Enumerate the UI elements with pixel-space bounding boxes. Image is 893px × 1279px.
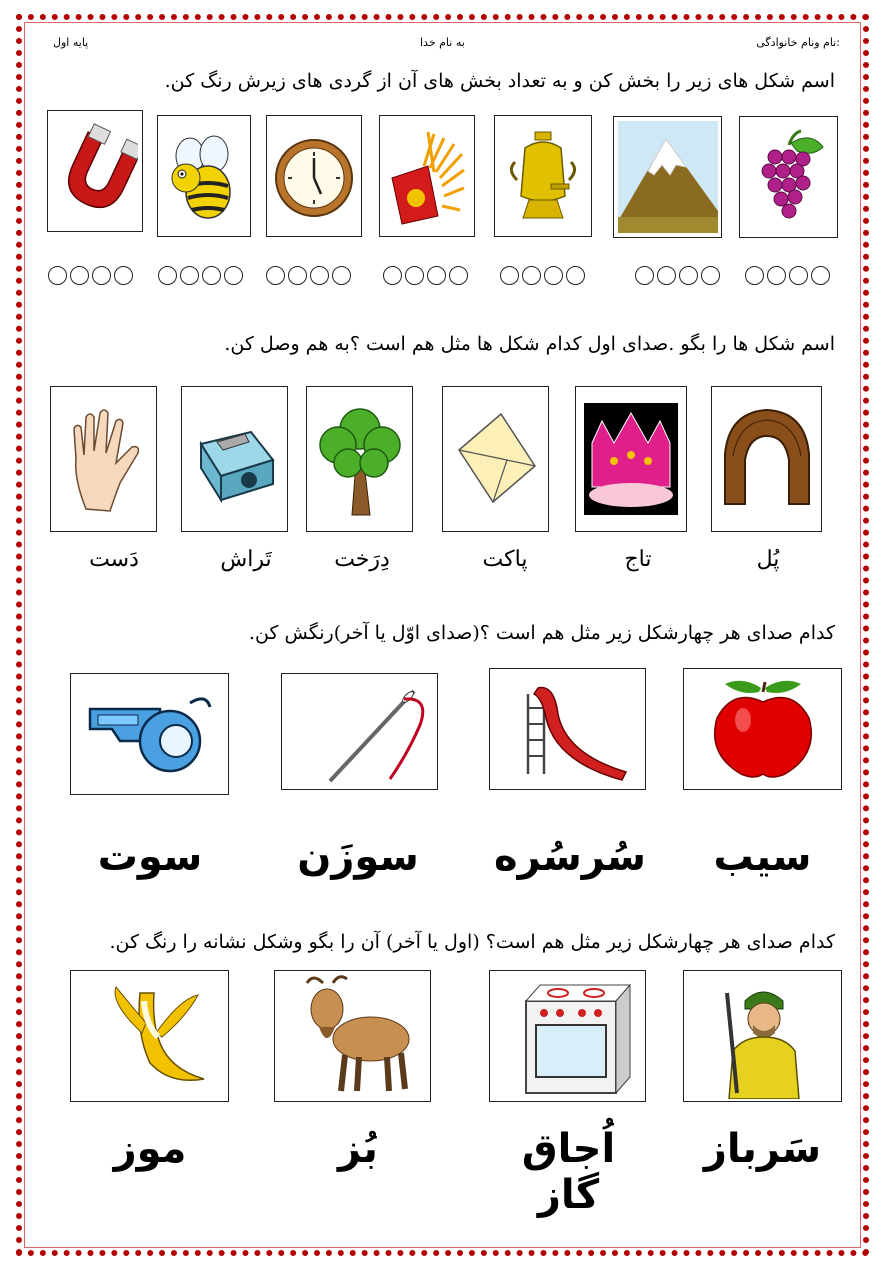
clock-image — [266, 115, 362, 237]
samovar-image — [494, 115, 592, 237]
syllable-circles-bee[interactable] — [158, 266, 243, 285]
slide-image — [489, 668, 646, 790]
word-sarbaz: سَرباز — [703, 1126, 822, 1172]
word-boz: بُز — [338, 1126, 378, 1172]
word-ojagh-gaz: اُجاق گاز — [521, 1126, 616, 1218]
mountain-image — [613, 116, 722, 238]
envelope-image — [442, 386, 549, 532]
label-pol: پُل — [756, 547, 780, 572]
syllable-circles-clock[interactable] — [266, 266, 351, 285]
magnet-image — [47, 110, 143, 232]
word-sorsore: سُرسُره — [493, 834, 647, 880]
section4-instruction: کدام صدای هر چهارشکل زیر مثل هم است؟ (اول یا آخر) آن را بگو وشکل نشانه را رنگ کن. — [109, 931, 835, 953]
label-dast: دَست — [89, 547, 139, 572]
apple-image — [683, 668, 842, 790]
banana-image — [70, 970, 229, 1102]
syllable-circles-grapes[interactable] — [745, 266, 830, 285]
label-paket: پاکت — [482, 547, 528, 572]
soldier-image — [683, 970, 842, 1102]
label-tarash: تَراش — [220, 547, 272, 572]
crown-cake-image — [575, 386, 687, 532]
word-mouz: موز — [113, 1126, 187, 1172]
label-derakht: دِرَخت — [334, 547, 390, 572]
bee-image — [157, 115, 251, 237]
syllable-circles-mountain[interactable] — [635, 266, 720, 285]
syllable-circles-magnet[interactable] — [48, 266, 133, 285]
sharpener-image — [181, 386, 288, 532]
whistle-image — [70, 673, 229, 795]
stove-image — [489, 970, 646, 1102]
goat-image — [274, 970, 431, 1102]
section1-instruction: اسم شکل های زیر را بخش کن و به تعداد بخش های آن از گردی های زیرش رنگ کن. — [164, 70, 835, 92]
section2-instruction: اسم شکل ها را بگو .صدای اول کدام شکل ها مثل هم است ؟به هم وصل کن. — [224, 333, 835, 355]
hand-image — [50, 386, 157, 532]
word-sib: سیب — [713, 834, 812, 880]
bridge-image — [711, 386, 822, 532]
word-sout: سوت — [97, 834, 203, 880]
tree-image — [306, 386, 413, 532]
page-title: به نام خدا — [420, 36, 465, 49]
grade-label: پایه اول — [53, 36, 89, 49]
grapes-image — [739, 116, 838, 238]
section3-instruction: کدام صدای هر چهارشکل زیر مثل هم است ؟(صدای اوّل یا آخر)رنگش کن. — [248, 622, 835, 644]
syllable-circles-pasta[interactable] — [383, 266, 468, 285]
syllable-circles-samovar[interactable] — [500, 266, 585, 285]
needle-image — [281, 673, 438, 790]
student-name-label: نام ونام خانوادگی: — [756, 36, 840, 49]
label-taj: تاج — [624, 547, 652, 572]
word-souzan: سوزَن — [297, 834, 419, 880]
pasta-image — [379, 115, 475, 237]
